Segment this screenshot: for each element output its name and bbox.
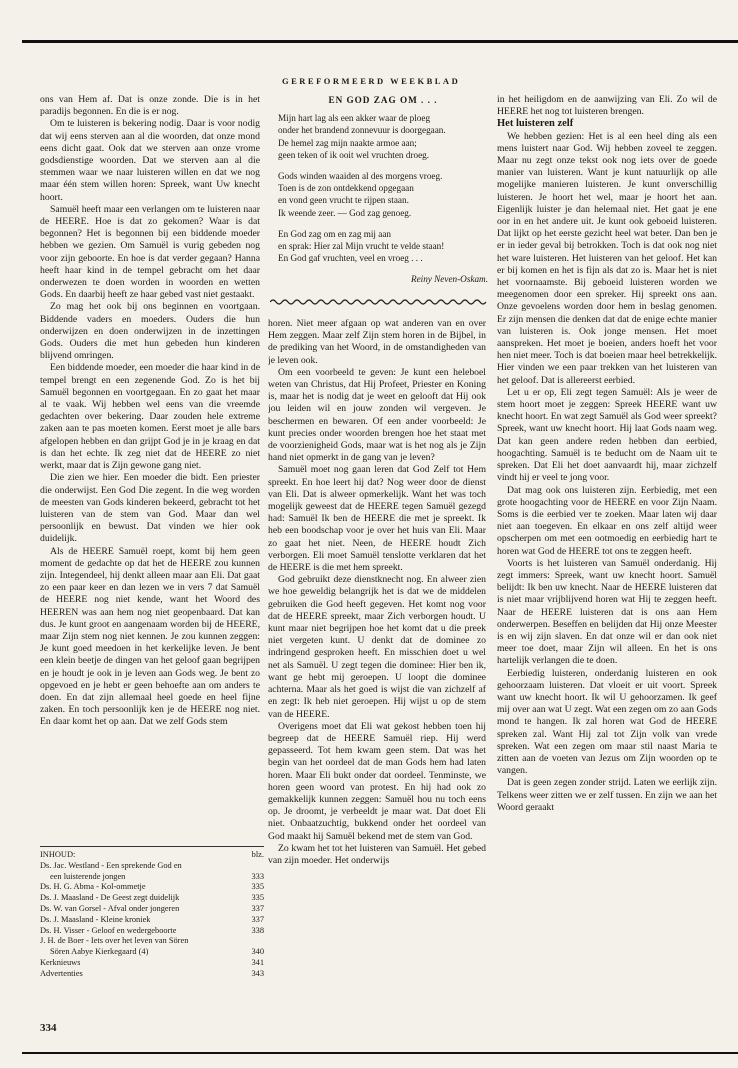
toc-item-continuation xyxy=(40,872,264,883)
paragraph: Om te luisteren is bekering nodig. Daar is voor nodig dat wij eens sterven aan al die woorden, dat onze mond eens dicht gaat. Ook dat we sterven aan onze vrome godsdienstige woorden. Dat we sterven aan al die stemmen waar we naar luisteren willen en dat we nog maar één stem willen horen: Spreek, want Uw knecht hoort. xyxy=(40,118,260,203)
paragraph: We hebben gezien: Het is al een heel ding als een mens luistert naar God. Wij hebben zoveel te zeggen. Maar nu zegt onze tekst ook nog iets over de goede manier van luisteren. Want je kunt natuurlijk op alle mogelijke manieren luisteren. Je kunt onverschillig luisteren. Je hoort het wel, maar je hoort het aan. Eigenlijk luister je dan helemaal niet. Het gaat je ene oor in en het andere uit. Je kunt ook geboeid luisteren. Dat lijkt op het eerste gezicht heel wat beter. Dan ben je er in ieder geval bij betrokken. Toch is dat ook nog niet het ware luisteren. Het luisteren van het geloof. Het kan er bij komen en het is fijn als dat zo is. Maar het is niet het voornaamste. Bij geboeid luisteren worden we meegenomen door een spreker. Hij spreekt ons aan. Onze gevoelens worden door hem in beslag genomen. Er zijn mensen die denken dat dat de enige echte manier van luisteren is. Ook jonge mensen. Het moet aanspreken. Het moet je boeien, anders hoeft het voor hen niet meer. Toch is dat boeien maar heel betrekkelijk. Hier vinden we een paar trekken van het luisteren van het geloof. Dat is allereerst eerbied. xyxy=(497,130,717,386)
paragraph: Samuël moet nog gaan leren dat God Zelf tot Hem spreekt. En hoe leert hij dat? Nog weer door de dienst van Eli. Dat is alweer opmerkelijk. Want het was toch mogelijk geweest dat de HEERE tegen Samuël gezegd had: Samuël Ik ben de HEERE die met je spreekt. Ik heb een boodschap voor je over het huis van Eli. Maar zo gaat het niet. Neen, de HEERE houdt Zich verborgen. Eli moet Samuël tenslotte verklaren dat het de HEERE is die met hem spreekt. xyxy=(268,464,486,574)
toc-item-title: Kerknieuws xyxy=(40,957,81,967)
table-of-contents xyxy=(40,846,264,980)
toc-item xyxy=(40,893,264,904)
toc-item-title: Ds. J. Maasland - Kleine kroniek xyxy=(40,914,151,924)
poem-line: geen teken of ik ooit wel vruchten droeg. xyxy=(278,149,430,160)
toc-item xyxy=(40,882,264,893)
poem xyxy=(278,94,488,286)
page-number: 334 xyxy=(40,1022,57,1034)
paragraph: horen. Niet meer afgaan op wat anderen van en over Hem zeggen. Maar zelf Zijn stem horen in de Bijbel, in de prediking van het Woord, in de omstandigheden van je leven ook. xyxy=(268,318,486,366)
toc-item-title: Ds. Jac. Westland - Een sprekende God en xyxy=(40,860,182,870)
toc-items xyxy=(40,861,264,980)
toc-item-title: Ds. H. Visser - Geloof en wedergeboorte xyxy=(40,925,177,935)
poem-line: De hemel zag mijn naakte armoe aan; xyxy=(278,137,417,148)
column3-body xyxy=(497,131,717,814)
masthead: GEREFORMEERD WEEKBLAD xyxy=(282,76,461,86)
toc-item-page: 337 xyxy=(251,914,264,924)
toc-rule xyxy=(40,846,264,847)
paragraph: Om een voorbeeld te geven: Je kunt een heleboel weten van Christus, dat Hij Profeet, Priester en Koning is, maar het is nodig dat je weet en gelooft dat Hij ook jou leiden wil en jouw zonden wil vergeven. Je beschermen en bewaren. Of een ander voorbeeld: Je kunt precies onder woorden brengen hoe het staat met de voorzienigheid Gods, maar wat is het nog als je Zijn hand niet opmerkt in de gang van je leven? xyxy=(268,366,486,464)
article-column-1 xyxy=(40,94,260,844)
toc-item-title: Advertenties xyxy=(40,968,83,978)
paragraph: Zo mag het ook bij ons beginnen en voortgaan. Biddende vaders en moeders. Ouders die hun onderwijzen en doen onderwijzen in de inzettingen Gods. Ouders die met hun gebeden hun kinderen blijvend omringen. xyxy=(40,301,260,362)
bottom-rule xyxy=(22,1052,738,1054)
toc-page-header: blz. xyxy=(251,850,264,859)
toc-item xyxy=(40,926,264,937)
toc-item-continuation xyxy=(40,947,264,958)
toc-item xyxy=(40,861,264,872)
poem-stanza xyxy=(278,112,488,161)
article-column-3 xyxy=(497,94,717,1034)
poem-line: Ik weende zeer. — God zag genoeg. xyxy=(278,207,412,218)
toc-item xyxy=(40,969,264,980)
toc-item-page: 341 xyxy=(251,957,264,967)
poem-title: EN GOD ZAG OM . . . xyxy=(328,95,438,105)
toc-item-page: 337 xyxy=(251,903,264,913)
toc-item-title: J. H. de Boer - Iets over het leven van Sören xyxy=(40,936,189,946)
poem-stanza xyxy=(278,170,488,219)
paragraph: Dat mag ook ons luisteren zijn. Eerbiedig, met een grote hoogachting voor de HEERE en voor Zijn Naam. Soms is die eerbied ver te zoeken. Maar laten wij daar niet aan toegeven. En elkaar en ons zelf altijd weer opscherpen om met een ootmoedig en eerbiedig hart te horen wat God de HEERE tot ons te zeggen heeft. xyxy=(497,484,717,557)
toc-item-page: 343 xyxy=(251,968,264,978)
poem-stanza xyxy=(278,228,488,265)
toc-item xyxy=(40,915,264,926)
paragraph: Zo kwam het tot het luisteren van Samuël. Het gebed van zijn moeder. Het onderwijs xyxy=(268,842,486,866)
paragraph: Die zien we hier. Een moeder die bidt. Een priester die onderwijst. Een God Die zegent. In die weg worden de meesten van Gods kinderen bekeerd, gebracht tot het luisteren van de stem van God. Maar dan wel persoonlijk en bewust. Dat vinden we hier ook duidelijk. xyxy=(40,472,260,545)
poem-stanzas xyxy=(278,112,488,264)
paragraph: God gebruikt deze dienstknecht nog. En alweer zien we hoe geweldig belangrijk het is dat we de middelen gebruiken die God heeft gegeven. Het komt nog voor dat de HEERE spreekt, maar Zich verborgen houdt. U kunt maar niet begrijpen hoe het komt dat u die preek niet vergeten kunt. U denkt dat de dominee zo indringend gesproken heeft. En misschien doet u wel net als Samuël. U zegt tegen die dominee: Hier ben ik, want ge hebt mij geroepen. U loopt die dominee achterna. Maar als het goed is wijst die van zichzelf af en zegt: Ik heb niet geroepen. Hij wijst u op de stem van de HEERE. xyxy=(268,574,486,720)
poem-line: En God gaf vruchten, veel en vroeg . . . xyxy=(278,253,423,264)
paragraph: Dat is geen zegen zonder strijd. Laten we eerlijk zijn. Telkens weer zitten we er zelf tussen. En zijn we aan het Woord geraakt xyxy=(497,777,717,813)
paragraph: Let u er op, Eli zegt tegen Samuël: Als je weer de stem hoort moet je zeggen: Spreek HEERE want uw knecht hoort. En wat zegt Samuël als God weer spreekt? Spreek, want uw knecht hoort. Hij laat Gods naam weg. Dat kan geen andere reden hebben dan eerbied, hoogachting. Samuël is te beducht om de Naam uit te spreken. Dat Eli het doet aanvaardt hij, maar zichzelf vindt hij er veel te jong voor. xyxy=(497,386,717,484)
toc-item-page: 335 xyxy=(251,882,264,892)
poem-line: Toen is de zon ontdekkend opgegaan xyxy=(278,183,414,194)
poem-line: En God zag om en zag mij aan xyxy=(278,228,392,239)
column3-intro: in het heiligdom en de aanwijzing van Eli. Zo wil de HEERE het nog tot luisteren brengen. xyxy=(497,94,717,118)
poem-author: Reiny Neven-Oskam. xyxy=(410,274,488,285)
toc-header: INHOUD: xyxy=(40,850,76,859)
paragraph: Voorts is het luisteren van Samuël onderdanig. Hij zegt immers: Spreek, want uw knecht hoort. Samuël belijdt: Ik ben uw knecht. Naar de HEERE luisteren dat is niet maar vrijblijvend horen wat Hij te zeggen heeft. Naar de HEERE luisteren dat is ons aan Hem onderwerpen. Beseffen en belijden dat Hij onze Meester is en wij zijn slaven. En dat onze wil er dan ook niet meer toe doet, maar Zijn wil alleen. En het is ons hartelijk verlangen die te doen. xyxy=(497,557,717,667)
toc-item-title: Ds. W. van Gorsel - Afval onder jongeren xyxy=(40,903,180,913)
toc-item-page: 338 xyxy=(251,925,264,935)
paragraph: Overigens moet dat Eli wat gekost hebben toen hij begreep dat de HEERE Samuël riep. Hij werd gepasseerd. Tot hem kwam geen stem. Dat was het begin van het oordeel dat de man Gods hem had laten horen. Maar Eli bukt onder dat oordeel. Tenminste, we horen geen woord van protest. En hij had ook zo gemakkelijk kunnen zeggen: Samuël hou nu toch eens op. Je droomt, je verbeeldt je maar wat. Dat doet Eli niet. Onbaatzuchtig, bukkend onder het oordeel van God maakt hij Samuël bekend met de stem van God. xyxy=(268,720,486,842)
paragraph: ons van Hem af. Dat is onze zonde. Die is in het paradijs begonnen. En die is er nog. xyxy=(40,94,260,118)
paragraph: Als de HEERE Samuël roept, komt bij hem geen moment de gedachte op dat het de HEERE zou kunnen zijn. Integendeel, hij denkt alleen maar aan Eli. Dat gaat zo een paar keer en dan lezen we in vers 7 dat Samuël de HEERE nog niet kende, want het Woord des HEEREN was aan hem nog niet geopenbaard. Dat kan dus. Je kunt groot en aangenaam worden bij de HEERE, maar Zijn stem nog niet kennen. Je zou kunnen zeggen: Je kunt goed meedoen in het kerkelijke leven. Je bent een klein beetje de dingen van het geloof gaan begrijpen en je houdt je ook in je leven aan Gods weg. Je bent zo opgevoed en je hebt er geen behoefte aan om anders te doen. En dat zijn allemaal heel goede en heel fijne zaken. En toch persoonlijk ken je de HEERE nog niet. En daar komt het op aan. Dat we zelf Gods stem xyxy=(40,545,260,728)
toc-item-title-cont: een luisterende jongen xyxy=(50,871,126,881)
toc-item-title: Ds. J. Maasland - De Geest zegt duidelijk xyxy=(40,893,180,903)
wavy-divider xyxy=(270,298,488,306)
toc-item xyxy=(40,904,264,915)
toc-item-title-cont: Sören Aabye Kierkegaard (4) xyxy=(50,947,149,957)
top-rule xyxy=(22,40,738,43)
toc-item-page: 340 xyxy=(251,947,264,957)
article-column-2 xyxy=(268,318,486,1040)
poem-line: en vond geen vrucht te rijpen staan. xyxy=(278,195,409,206)
paragraph: Samuël heeft maar een verlangen om te luisteren naar de HEERE. Hoe is dat zo gekomen? Waar is dat begonnen? Het is begonnen bij een biddende moeder hebben we gezien. Om Samuël is vurig gebeden nog voor zijn geboorte. En hoe is dat verder gegaan? Hanna heeft haar kind in de tempel gebracht om het daar onderwezen te doen worden in woorden en wetten Gods. En daarbij heeft ze haar gebed vast niet gestaakt. xyxy=(40,203,260,301)
section-heading: Het luisteren zelf xyxy=(497,118,574,130)
paragraph: Eerbiedig luisteren, onderdanig luisteren en ook gehoorzaam luisteren. Dat vloeit er uit voort. Spreek want uw knecht hoort. Ik wil U gehoorzamen. Ik geef mij over aan wat U zegt. Wat een zegen om zo aan Gods mond te hangen. Ik zal horen wat God de HEERE spreken zal. Want Hij zal tot Zijn volk van vrede spreken. Wat een zegen om maar stil naast Maria te zitten aan de voeten van Jezus om Zijn woorden op te vangen. xyxy=(497,667,717,777)
toc-item xyxy=(40,958,264,969)
poem-line: onder het brandend zonnevuur is doorgegaan. xyxy=(278,125,446,136)
poem-line: Gods winden waaiden al des morgens vroeg. xyxy=(278,171,443,182)
poem-line: Mijn hart lag als een akker waar de ploeg xyxy=(278,113,431,124)
paragraph: Een biddende moeder, een moeder die haar kind in de tempel brengt en een zegenende God. Zo is het bij Samuël begonnen en voortgegaan. En zo gaat het maar al te vaak. Wij hebben wel eens van die vreemde gedachten over bekering. Daar zouden hele extreme zaken aan te pas moeten komen. Eerst moet je alle bars afgelopen hebben en dan grijpt God je in je kraag en dat is dan het echte. Ik zeg niet dat de HEERE zo niet werkt, maar dat is Zijn gewone gang niet. xyxy=(40,362,260,472)
poem-line: en sprak: Hier zal Mijn vrucht te velde staan! xyxy=(278,241,445,252)
toc-item-page: 335 xyxy=(251,893,264,903)
toc-item xyxy=(40,936,264,947)
toc-item-page: 333 xyxy=(251,871,264,881)
toc-item-title: Ds. H. G. Abma - Kol-ommetje xyxy=(40,882,146,892)
toc-header-row xyxy=(40,850,264,861)
